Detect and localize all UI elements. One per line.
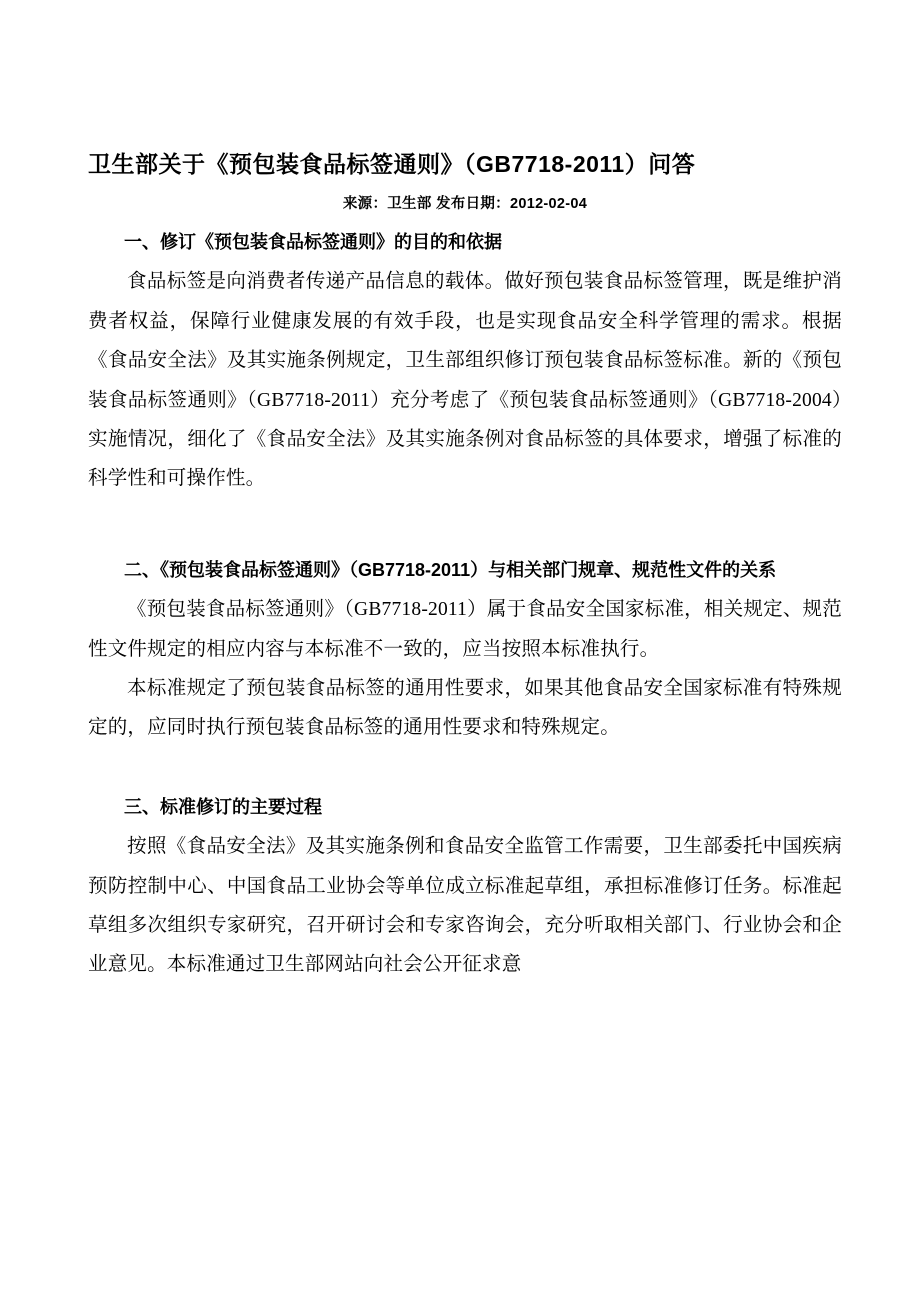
section-two-paragraph-2: 本标准规定了预包装食品标签的通用性要求，如果其他食品安全国家标准有特殊规定的，应同时执行预包装食品标签的通用性要求和特殊规定。 xyxy=(88,677,842,739)
section-three xyxy=(88,792,842,985)
page-title: 卫生部关于《预包装食品标签通则》（GB7718-2011）问答 xyxy=(88,151,696,177)
section-two-paragraph-1: 《预包装食品标签通则》（GB7718-2011）属于食品安全国家标准，相关规定、规范性文件规定的相应内容与本标准不一致的，应当按照本标准执行。 xyxy=(88,599,842,660)
section-one-paragraph-1: 食品标签是向消费者传递产品信息的载体。做好预包装食品标签管理，既是维护消费者权益，保障行业健康发展的有效手段，也是实现食品安全科学管理的需求。根据《食品安全法》及其实施条例规定，卫生部组织修订预包装食品标签标准。新的《预包装食品标签通则》（GB7718-2011）充分考虑了《预包装食品标签通则》（GB7718-2004）实施情况，细化了《食品安全法》及其实施条例对食品标签的具体要求，增强了标准的科学性和可操作性。 xyxy=(88,271,842,490)
section-spacer-2 xyxy=(88,748,842,792)
section-three-heading: 三、标准修订的主要过程 xyxy=(124,796,322,817)
document-source-date: 来源：卫生部 发布日期：2012-02-04 xyxy=(342,195,588,212)
section-three-paragraph-1: 按照《食品安全法》及其实施条例和食品安全监管工作需要，卫生部委托中国疾病预防控制中心、中国食品工业协会等单位成立标准起草组，承担标准修订任务。标准起草组多次组织专家研究，召开研讨会和专家咨询会，充分听取相关部门、行业协会和企业意见。本标准通过卫生部网站向社会公开征求意 xyxy=(88,836,842,976)
section-one-heading: 一、修订《预包装食品标签通则》的目的和依据 xyxy=(124,231,502,252)
section-one xyxy=(88,227,842,499)
section-spacer-1 xyxy=(88,499,842,555)
section-two-heading: 二、《预包装食品标签通则》（GB7718-2011）与相关部门规章、规范性文件的关系 xyxy=(124,559,777,580)
section-two xyxy=(88,555,842,748)
